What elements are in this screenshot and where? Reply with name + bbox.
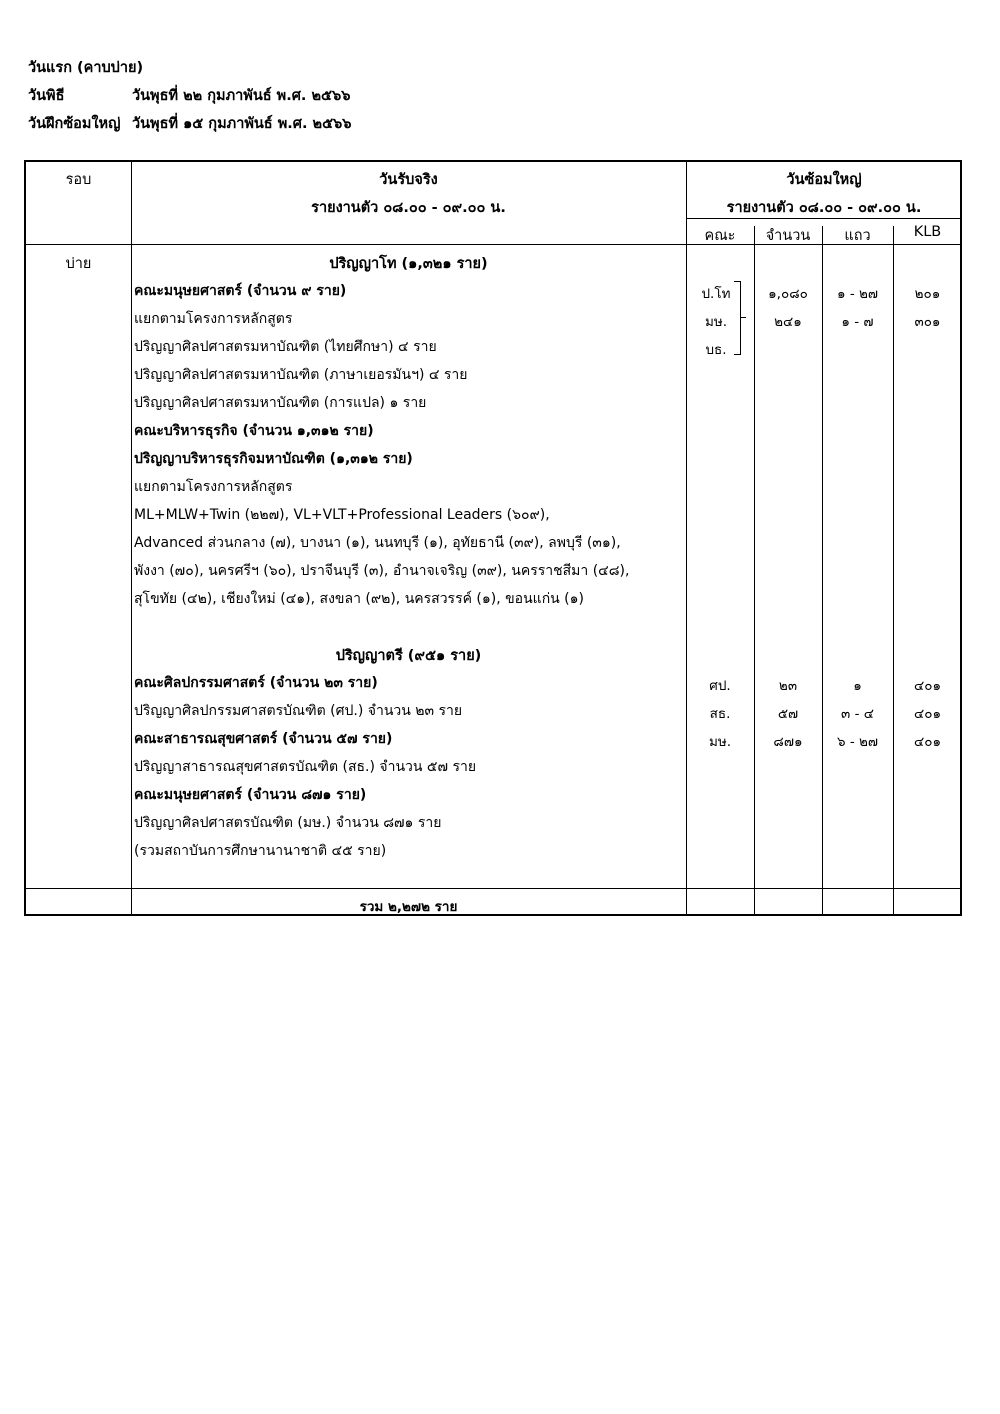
rehearsal-row: ๖ - ๒๗	[836, 734, 879, 750]
line: พังงา (๗๐), นครศรีฯ (๖๐), ปราจีนบุรี (๓), อำนาจเจริญ (๓๙), นครราชสีมา (๔๘),	[134, 563, 630, 579]
row-divider	[26, 888, 960, 889]
rehearsal-count: ๒๔๑	[774, 314, 802, 330]
rehearsal-count: ๑,๐๘๐	[768, 286, 808, 302]
bachelors-heading: ปริญญาตรี (๙๕๑ ราย)	[335, 648, 482, 664]
rehearsal-count: ๘๗๑	[773, 734, 803, 750]
group-bracket	[734, 281, 741, 355]
line: ปริญญาสาธารณสุขศาสตรบัณฑิต (สธ.) จำนวน ๕๗ ราย	[134, 759, 477, 775]
rehearsal-klb: ๔๐๑	[913, 678, 942, 694]
rehearsal-klb: ๒๐๑	[914, 286, 941, 302]
sub-klb: KLB	[913, 224, 942, 240]
total-label: รวม ๒,๒๗๒ ราย	[359, 899, 458, 915]
rehearsal-faculty: มษ.	[704, 314, 728, 330]
line: แยกตามโครงการหลักสูตร	[134, 311, 293, 327]
round-value: บ่าย	[65, 256, 92, 272]
col-divider	[686, 162, 687, 914]
line: Advanced ส่วนกลาง (๗), บางนา (๑), นนทบุรี (๑), อุทัยธานี (๓๙), ลพบุรี (๓๑),	[134, 535, 621, 551]
line: คณะบริหารธุรกิจ (จำนวน ๑,๓๑๒ ราย)	[134, 423, 374, 439]
group-bracket-tick	[740, 317, 746, 318]
rehearsal-count: ๒๓	[778, 678, 798, 694]
line: ปริญญาศิลปศาสตรมหาบัณฑิต (การแปล) ๑ ราย	[134, 395, 427, 411]
sub-count: จำนวน	[765, 228, 811, 244]
rehearsal-line	[28, 112, 351, 135]
sub-faculty: คณะ	[704, 228, 736, 244]
rehearsal-row: ๑ - ๗	[841, 314, 874, 330]
rehearsal-klb: ๓๐๑	[914, 314, 941, 330]
rehearsal-row: ๑	[853, 678, 862, 694]
rehearsal-report-time: รายงานตัว ๐๘.๐๐ - ๐๙.๐๐ น.	[726, 200, 922, 216]
line: ML+MLW+Twin (๒๒๗), VL+VLT+Professional Leaders (๖๐๙),	[134, 507, 550, 523]
rehearsal-faculty: ศป.	[709, 678, 731, 694]
line: คณะมนุษยศาสตร์ (จำนวน ๙ ราย)	[134, 283, 347, 299]
line: (รวมสถาบันการศึกษานานาชาติ ๔๕ ราย)	[134, 843, 387, 859]
line: ปริญญาศิลปศาสตรบัณฑิต (มษ.) จำนวน ๘๗๑ ราย	[134, 815, 442, 831]
rehearsal-date: วันพุธที่ ๑๕ กุมภาพันธ์ พ.ศ. ๒๕๖๖	[132, 116, 352, 132]
rehearsal-faculty: ป.โท	[701, 286, 731, 302]
rehearsal-row: ๑ - ๒๗	[836, 286, 879, 302]
rehearsal-label: วันฝึกซ้อมใหญ่	[28, 116, 121, 132]
header-actual-day: วันรับจริง	[379, 172, 438, 188]
rehearsal-count: ๕๗	[777, 706, 799, 722]
line: ปริญญาศิลปกรรมศาสตรบัณฑิต (ศป.) จำนวน ๒๓ ราย	[134, 703, 463, 719]
first-day-label: วันแรก (คาบบ่าย)	[28, 60, 144, 76]
ceremony-label: วันพิธี	[28, 88, 65, 104]
line: สุโขทัย (๔๒), เชียงใหม่ (๔๑), สงขลา (๙๒), นครสวรรค์ (๑), ขอนแก่น (๑)	[134, 591, 584, 607]
header-round: รอบ	[65, 172, 92, 188]
rehearsal-klb: ๔๐๑	[913, 706, 942, 722]
masters-heading: ปริญญาโท (๑,๓๒๑ ราย)	[329, 256, 488, 272]
schedule-table	[24, 160, 962, 916]
ceremony-line	[28, 84, 350, 107]
line: คณะศิลปกรรมศาสตร์ (จำนวน ๒๓ ราย)	[134, 675, 378, 691]
rehearsal-row: ๓ - ๔	[841, 706, 874, 722]
line: คณะมนุษยศาสตร์ (จำนวน ๘๗๑ ราย)	[134, 787, 367, 803]
line: ปริญญาบริหารธุรกิจมหาบัณฑิต (๑,๓๑๒ ราย)	[134, 451, 413, 467]
ceremony-date: วันพุธที่ ๒๒ กุมภาพันธ์ พ.ศ. ๒๕๖๖	[132, 88, 351, 104]
line: ปริญญาศิลปศาสตรมหาบัณฑิต (ไทยศึกษา) ๔ ราย	[134, 339, 437, 355]
actual-report-time: รายงานตัว ๐๘.๐๐ - ๐๙.๐๐ น.	[311, 200, 506, 216]
rehearsal-faculty: สธ.	[709, 706, 731, 722]
line: ปริญญาศิลปศาสตรมหาบัณฑิต (ภาษาเยอรมันฯ) ๔ ราย	[134, 367, 468, 383]
line: คณะสาธารณสุขศาสตร์ (จำนวน ๕๗ ราย)	[134, 731, 393, 747]
rehearsal-klb: ๔๐๑	[913, 734, 942, 750]
line: แยกตามโครงการหลักสูตร	[134, 479, 293, 495]
sub-row: แถว	[844, 228, 871, 244]
rehearsal-faculty: มษ.	[708, 734, 732, 750]
header-rehearsal-day: วันซ้อมใหญ่	[786, 172, 862, 188]
rehearsal-faculty: บธ.	[705, 342, 727, 358]
